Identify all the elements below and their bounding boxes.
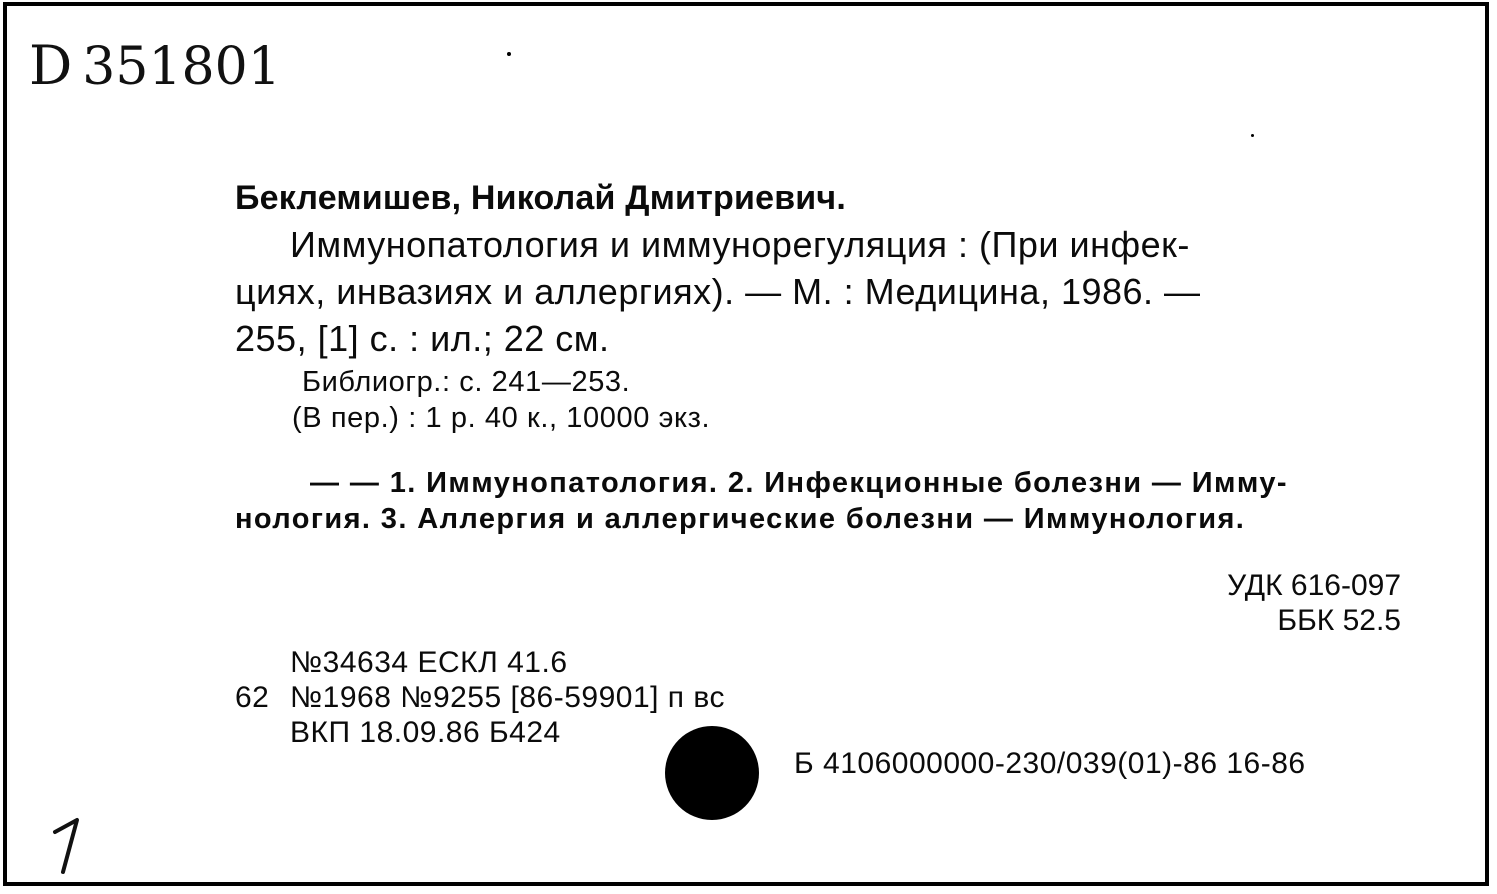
handwritten-mark — [37, 814, 97, 884]
bibliography-note: Библиогр.: с. 241—253. — [302, 366, 631, 398]
author-heading: Беклемишев, Николай Дмитриевич. — [235, 179, 846, 217]
record-line-1: №34634 ЕСКЛ 41.6 — [290, 646, 568, 679]
record-prefix: 62 — [235, 681, 270, 714]
border-gap — [767, 2, 937, 6]
record-line-2: №1968 №9255 [86-59901] п вс — [290, 681, 725, 714]
order-code: Б 4106000000-230/039(01)-86 16-86 — [794, 747, 1306, 780]
udk-classification: УДК 616-097 — [1227, 569, 1401, 602]
subject-headings-line-1: — — 1. Иммунопатология. 2. Инфекционные болезни — Имму- — [310, 467, 1288, 499]
title-line-2: циях, инвазиях и аллергиях). — М. : Медицина, 1986. — — [235, 271, 1201, 312]
title-line-3: 255, [1] с. : ил.; 22 см. — [235, 318, 610, 359]
subject-headings-line-2: нология. 3. Аллергия и аллергические болезни — Иммунология. — [235, 503, 1246, 535]
bbk-classification: ББК 52.5 — [1277, 604, 1401, 637]
title-line-1: Иммунопатология и иммунорегуляция : (При инфек- — [290, 224, 1190, 265]
call-number-digits: 351801 — [82, 37, 281, 97]
scan-speck — [507, 52, 511, 56]
catalog-card — [3, 2, 1489, 886]
binding-price-note: (В пер.) : 1 р. 40 к., 10000 экз. — [292, 402, 711, 434]
punch-hole — [665, 726, 759, 820]
scan-speck — [1251, 134, 1254, 137]
record-line-3: ВКП 18.09.86 Б424 — [290, 716, 561, 749]
call-letter: D — [29, 34, 73, 97]
call-number — [29, 36, 281, 97]
